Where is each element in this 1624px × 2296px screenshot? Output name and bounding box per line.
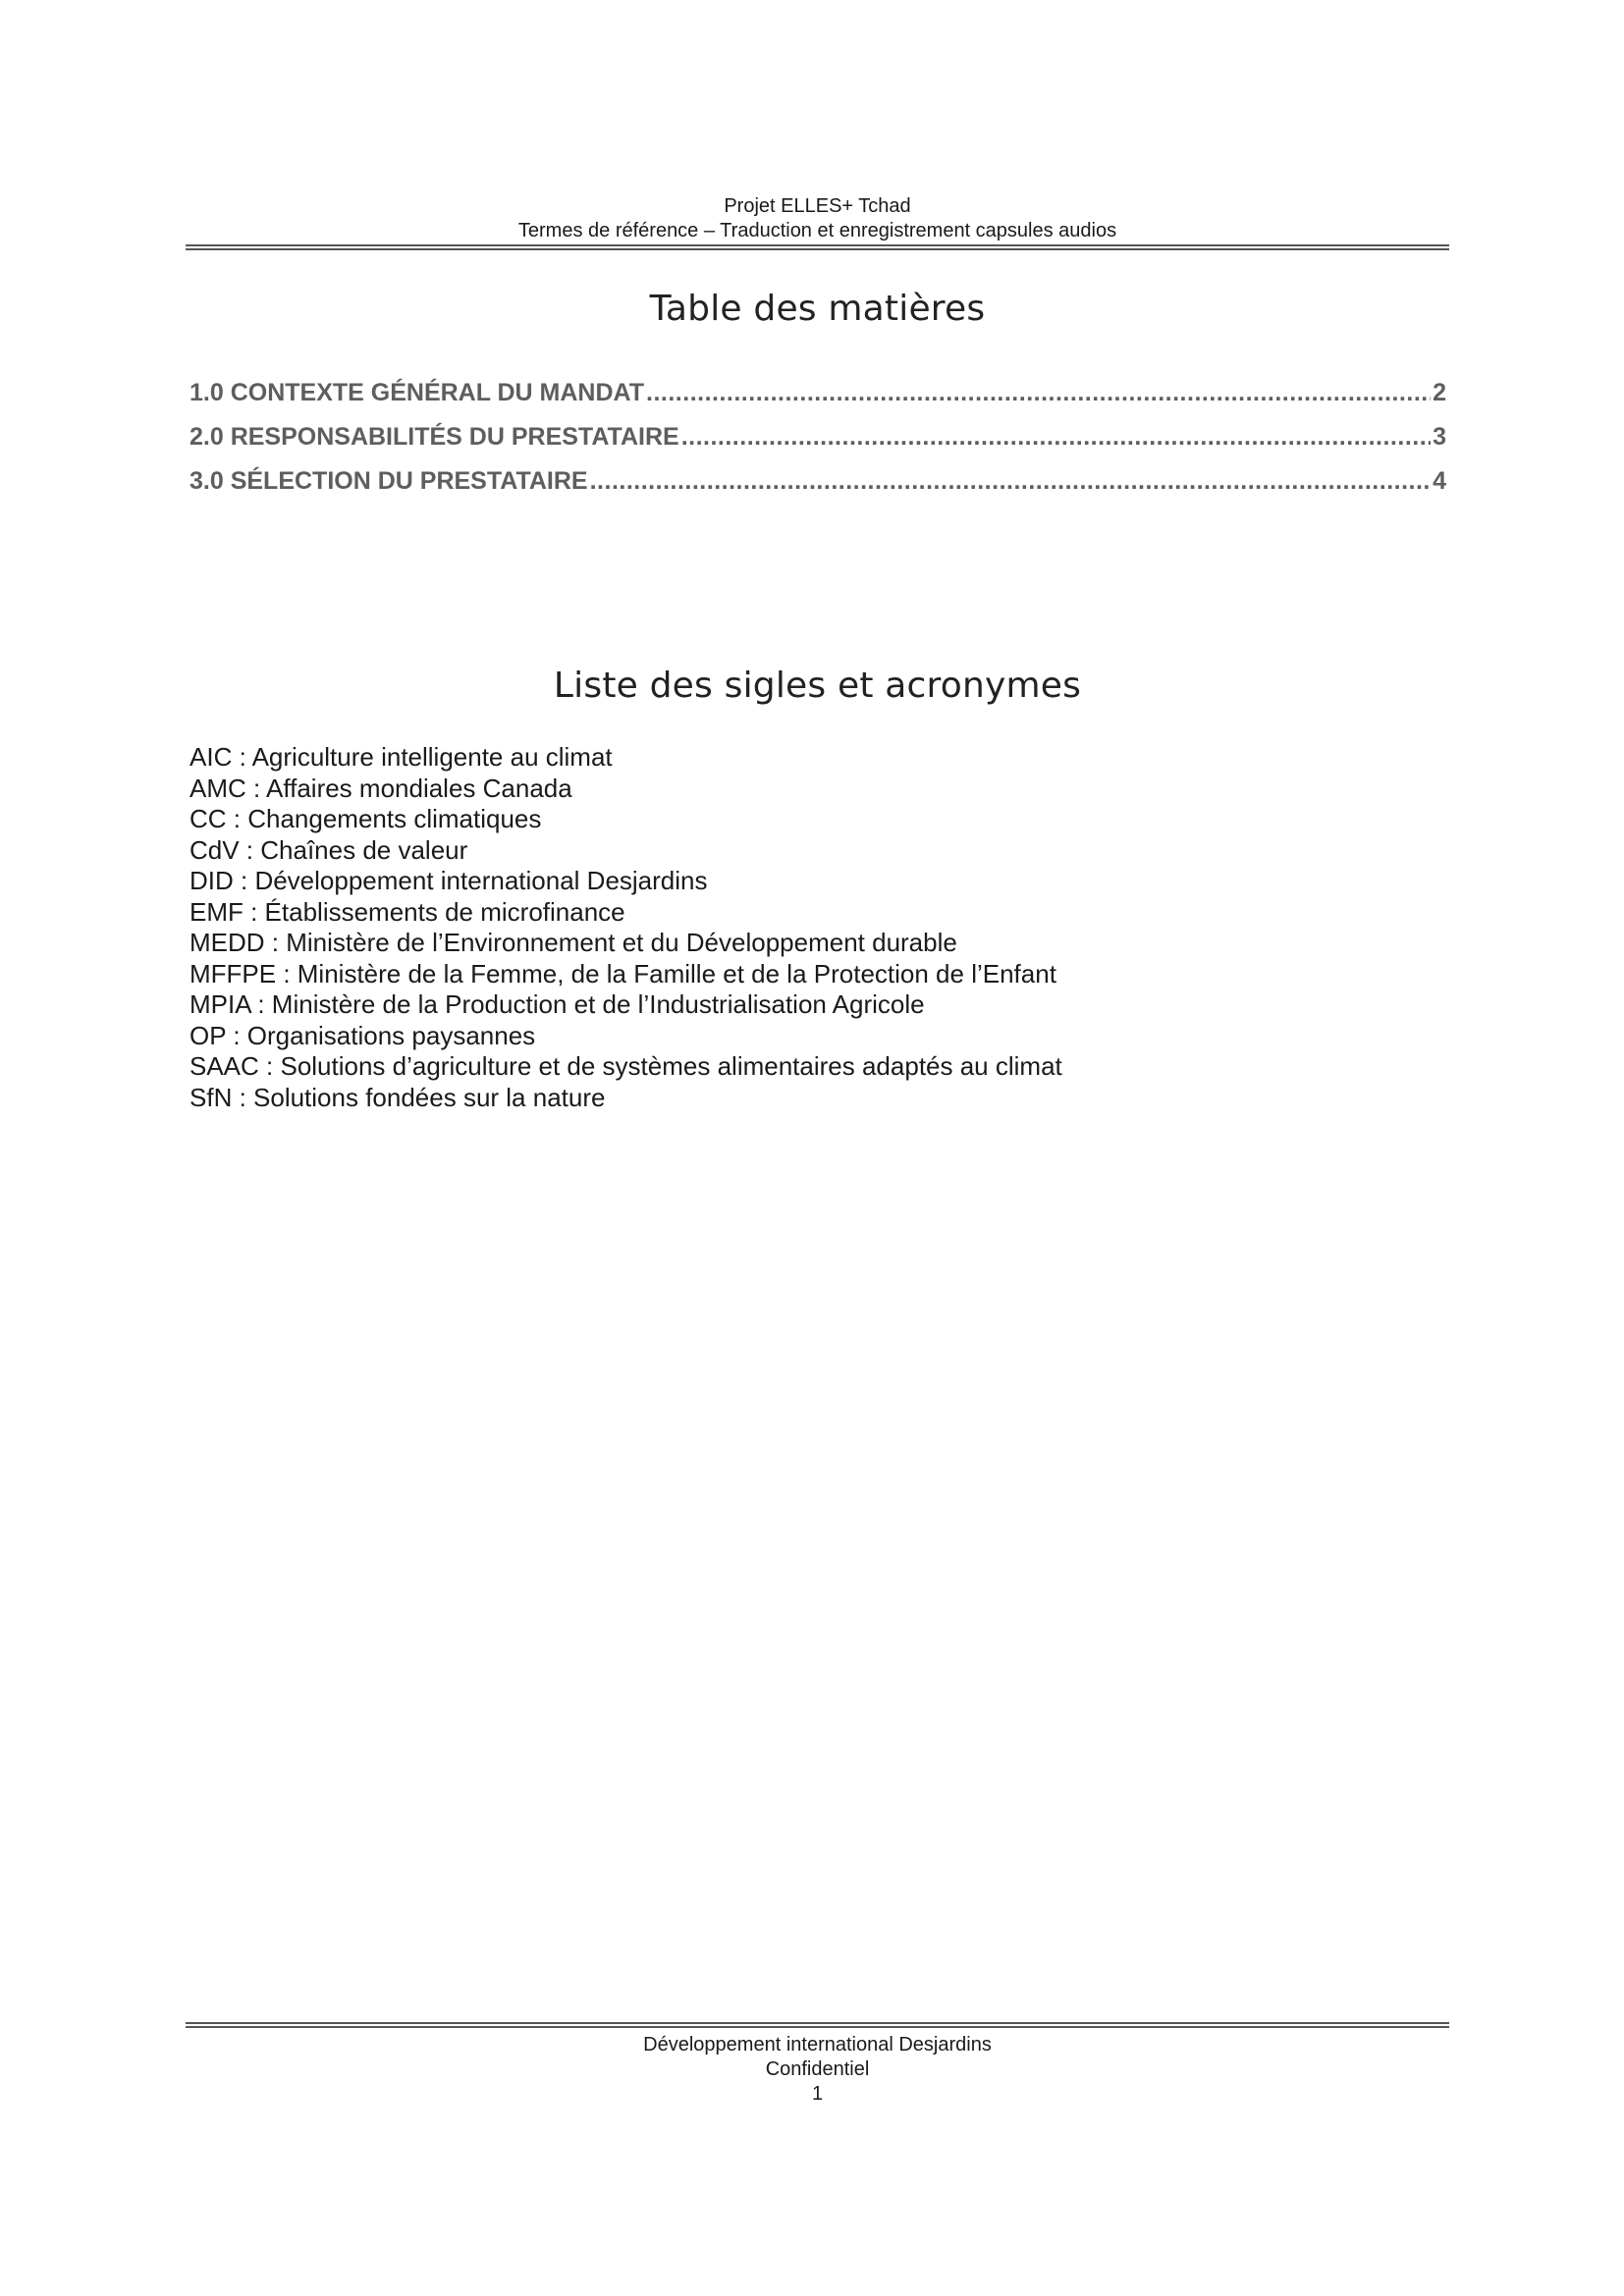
- toc-entry-label: 3.0 SÉLECTION DU PRESTATAIRE: [189, 467, 588, 495]
- toc-entry-label: 2.0 RESPONSABILITÉS DU PRESTATAIRE: [189, 423, 679, 451]
- toc-entry-selection[interactable]: [189, 467, 1446, 511]
- toc-entry-responsabilites[interactable]: [189, 423, 1446, 467]
- footer-classification: Confidentiel: [765, 2058, 870, 2080]
- toc-entry-contexte[interactable]: [189, 379, 1446, 423]
- acronym-item-mpia: MPIA : Ministère de la Production et de l’Industrialisation Agricole: [189, 989, 925, 1019]
- toc-dot-leader: [681, 423, 1431, 452]
- footer-divider: [186, 2022, 1449, 2028]
- toc-entry-page: 4: [1433, 467, 1446, 495]
- acronym-item-mffpe: MFFPE : Ministère de la Femme, de la Famille et de la Protection de l’Enfant: [189, 958, 1056, 988]
- acronym-item-op: OP : Organisations paysannes: [189, 1020, 536, 1050]
- toc-entry-page: 2: [1433, 379, 1446, 406]
- footer-organization: Développement international Desjardins: [643, 2034, 992, 2056]
- acronym-list: [189, 742, 1062, 1113]
- header-divider: [186, 244, 1449, 250]
- acronym-item-cdv: CdV : Chaînes de valeur: [189, 834, 468, 865]
- toc-entry-label: 1.0 CONTEXTE GÉNÉRAL DU MANDAT: [189, 379, 645, 406]
- acronym-item-did: DID : Développement international Desjardins: [189, 866, 708, 895]
- header-document-subtitle: Termes de référence – Traduction et enregistrement capsules audios: [517, 220, 1117, 241]
- acronym-item-medd: MEDD : Ministère de l’Environnement et du Développement durable: [189, 928, 957, 957]
- acronym-item-aic: AIC : Agriculture intelligente au climat: [189, 742, 613, 772]
- acronym-item-cc: CC : Changements climatiques: [189, 804, 542, 833]
- acronym-item-emf: EMF : Établissements de microfinance: [189, 896, 625, 927]
- acronym-item-amc: AMC : Affaires mondiales Canada: [189, 773, 572, 803]
- page-number: 1: [811, 2083, 824, 2105]
- page-header: [186, 194, 1449, 243]
- acronym-item-saac: SAAC : Solutions d’agriculture et de systèmes alimentaires adaptés au climat: [189, 1051, 1062, 1081]
- toc-dot-leader: [590, 467, 1431, 496]
- page-footer: [186, 2033, 1449, 2107]
- table-of-contents: [189, 379, 1446, 511]
- toc-title: Table des matières: [649, 289, 986, 329]
- acronyms-title: Liste des sigles et acronymes: [553, 666, 1082, 706]
- header-project-name: Projet ELLES+ Tchad: [724, 195, 911, 217]
- toc-dot-leader: [646, 379, 1431, 407]
- acronym-item-sfn: SfN : Solutions fondées sur la nature: [189, 1082, 606, 1112]
- toc-entry-page: 3: [1433, 423, 1446, 451]
